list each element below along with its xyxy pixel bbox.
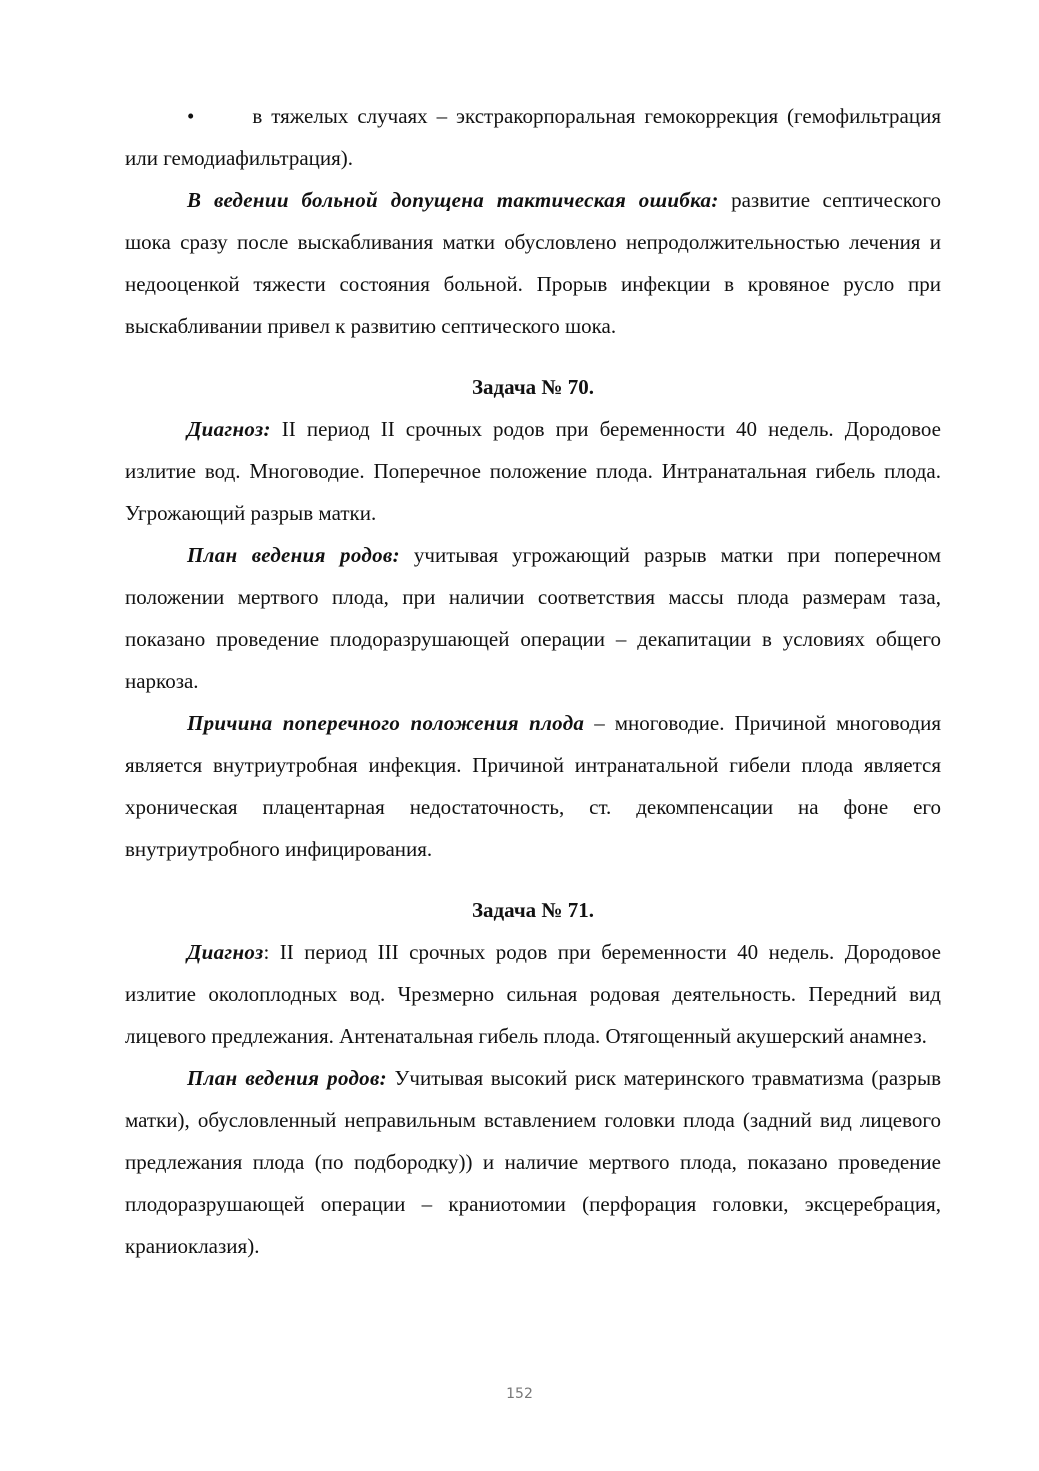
task-71-plan-lead: План ведения родов: — [187, 1066, 387, 1090]
section-gap — [125, 347, 941, 366]
task-71-heading: Задача № 71. — [471, 898, 595, 922]
task-71-diagnosis — [125, 931, 941, 1057]
section-gap — [125, 870, 941, 889]
task-70-cause-text: – многоводие. Причиной многоводия является внутриутробная инфекция. Причиной интранатальной гибели плода является хроническая плацентарная недостаточность, ст. декомпенсации на фоне его внутриутробного инфицирования. — [125, 711, 942, 861]
task-70-heading: Задача № 70. — [471, 375, 595, 399]
tactical-error-lead: В ведении больной допущена тактическая ошибка: — [187, 188, 719, 212]
document-page — [125, 95, 941, 1267]
page-number: 152 — [506, 1386, 533, 1402]
task-71-diagnosis-text: : II период III срочных родов при беременности 40 недель. Дородовое излитие околоплодных вод. Чрезмерно сильная родовая деятельность. Передний вид лицевого предлежания. Антенатальная гибель плода. Отягощенный акушерский анамнез. — [125, 940, 941, 1048]
task-71-diagnosis-lead: Диагноз — [187, 940, 264, 964]
bullet-marker: • — [187, 104, 195, 128]
bullet-text: в тяжелых случаях – экстракорпоральная гемокоррекция (гемофильтрация или гемодиафильтрация). — [125, 104, 941, 170]
tactical-error-paragraph — [125, 179, 941, 347]
task-70-diagnosis-text: II период II срочных родов при беременности 40 недель. Дородовое излитие вод. Многоводие. Поперечное положение плода. Интранатальная гибель плода. Угрожающий разрыв матки. — [125, 417, 941, 525]
task-70-cause-lead: Причина поперечного положения плода — [187, 711, 585, 735]
task-70-cause — [125, 702, 941, 870]
task-70-plan — [125, 534, 941, 702]
task-70-plan-text: учитывая угрожающий разрыв матки при поперечном положении мертвого плода, при наличии соответствия массы плода размерам таза, показано проведение плодоразрушающей операции – декапитации в условиях общего наркоза. — [125, 543, 942, 693]
task-70-plan-lead: План ведения родов: — [187, 543, 400, 567]
tactical-error-text: развитие септического шока сразу после выскабливания матки обусловлено непродолжительностью лечения и недооценкой тяжести состояния больной. Прорыв инфекции в кровяное русло при выскабливании привел к развитию септического шока. — [125, 188, 941, 338]
task-70-diagnosis — [125, 408, 941, 534]
task-71-plan-text: Учитывая высокий риск материнского травматизма (разрыв матки), обусловленный неправильным вставлением головки плода (задний вид лицевого предлежания плода (по подбородку)) и наличие мертвого плода, показано проведение плодоразрушающей операции – краниотомии (перфорация головки, эксцеребрация, краниоклазия). — [125, 1066, 941, 1258]
task-71-plan — [125, 1057, 941, 1267]
task-70-diagnosis-lead: Диагноз: — [187, 417, 271, 441]
bullet-paragraph — [125, 95, 941, 179]
